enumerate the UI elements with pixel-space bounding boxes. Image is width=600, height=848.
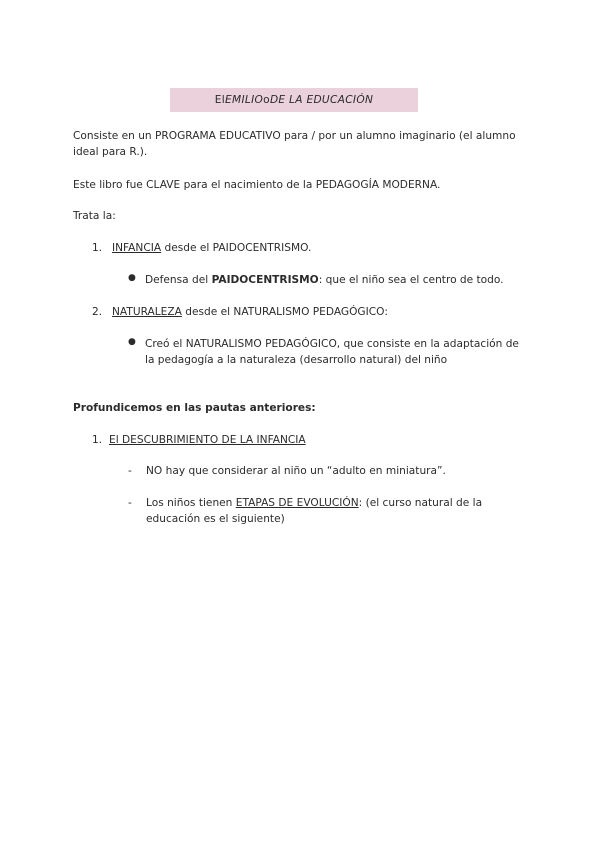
intro-paragraph-1: Consiste en un PROGRAMA EDUCATIVO para / por un alumno imaginario (el alumno ideal para R.). <box>73 130 516 159</box>
section-heading: Profundicemos en las pautas anteriores: <box>73 402 316 414</box>
list-text: El DESCUBRIMIENTO DE LA INFANCIA <box>109 434 306 446</box>
bullet-bold: PAIDOCENTRISMO <box>211 274 319 286</box>
dash-before: Los niños tienen <box>146 497 236 509</box>
dash-mark: - <box>128 497 132 509</box>
list-number: 2. <box>92 306 103 318</box>
list-term: NATURALEZA <box>112 306 182 318</box>
title-emilio: EMILIO <box>225 93 264 106</box>
list-text <box>112 304 388 320</box>
intro-paragraph-3: Trata la: <box>73 210 116 222</box>
list-rest: desde el PAIDOCENTRISMO. <box>161 242 312 254</box>
document-title <box>170 88 418 112</box>
title-prefix: El <box>214 93 226 106</box>
dash-mark: - <box>128 465 132 477</box>
list-rest: desde el NATURALISMO PEDAGÓGICO: <box>181 306 388 318</box>
bullet-text <box>145 272 530 288</box>
dash-text <box>146 495 506 528</box>
dash-text: NO hay que considerar al niño un “adulto en miniatura”. <box>146 465 446 477</box>
bullet-after: : que el niño sea el centro de todo. <box>318 274 504 286</box>
bullet-icon: ● <box>128 337 136 347</box>
dash-underlined: ETAPAS DE EVOLUCIÓN <box>235 497 359 509</box>
bullet-icon: ● <box>128 273 136 283</box>
title-middle: o <box>263 93 270 106</box>
list-number: 1. <box>92 434 103 446</box>
list-text <box>112 240 311 256</box>
list-term: INFANCIA <box>112 242 162 254</box>
bullet-text: Creó el NATURALISMO PEDAGÓGICO, que consiste en la adaptación de la pedagogía a la naturaleza (desarrollo natural) del niño <box>145 338 519 367</box>
bullet-before: Defensa del <box>145 274 212 286</box>
title-subtitle: DE LA EDUCACIÓN <box>269 93 374 106</box>
list-number: 1. <box>92 242 103 254</box>
dash-after: : (el curso natural de la educación es el siguiente) <box>146 497 483 526</box>
intro-paragraph-2: Este libro fue CLAVE para el nacimiento de la PEDAGOGÍA MODERNA. <box>73 179 441 191</box>
